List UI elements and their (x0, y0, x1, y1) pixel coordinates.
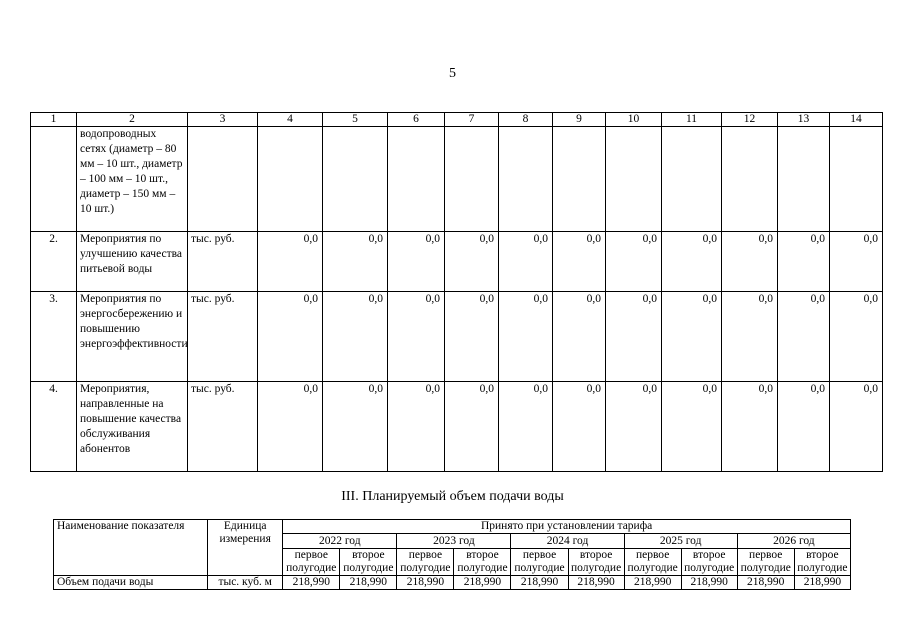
half-year-header: второе полугодие (568, 549, 624, 576)
column-number: 8 (499, 113, 553, 127)
measure-name: Мероприятия, направленные на повышение качества обслуживания абонентов (77, 382, 188, 472)
value-cell: 0,0 (388, 292, 445, 382)
value-cell: 218,990 (511, 576, 568, 590)
value-cell (323, 127, 388, 232)
column-number: 2 (77, 113, 188, 127)
column-number-row (31, 113, 883, 127)
value-cell: 0,0 (388, 232, 445, 292)
value-cell: 0,0 (662, 382, 722, 472)
half-year-header: первое полугодие (511, 549, 568, 576)
value-cell (445, 127, 499, 232)
half-year-header: второе полугодие (794, 549, 850, 576)
column-number: 13 (778, 113, 830, 127)
measure-name: водопроводных сетях (диаметр – 80 мм – 10 шт., диаметр – 100 мм – 10 шт., диаметр – 150 мм – 10 шт.) (77, 127, 188, 232)
value-cell: 0,0 (499, 232, 553, 292)
value-cell: 0,0 (445, 232, 499, 292)
value-cell: 0,0 (445, 382, 499, 472)
value-cell: 218,990 (340, 576, 397, 590)
page-number: 5 (449, 66, 456, 81)
column-number: 1 (31, 113, 77, 127)
table-row (31, 232, 883, 292)
value-cell: 218,990 (454, 576, 511, 590)
value-cell (830, 127, 883, 232)
tariff-header: Принято при установлении тарифа (283, 520, 851, 534)
value-cell: 0,0 (722, 292, 778, 382)
column-number: 9 (553, 113, 606, 127)
unit-cell: тыс. куб. м (208, 576, 283, 590)
row-number: 3. (31, 292, 77, 382)
row-number: 4. (31, 382, 77, 472)
measure-name: Мероприятия по улучшению качества питьевой воды (77, 232, 188, 292)
value-cell: 0,0 (323, 232, 388, 292)
unit-cell: тыс. руб. (188, 232, 258, 292)
column-number: 4 (258, 113, 323, 127)
column-number: 10 (606, 113, 662, 127)
column-number: 11 (662, 113, 722, 127)
value-cell: 0,0 (258, 292, 323, 382)
value-cell: 218,990 (737, 576, 794, 590)
value-cell: 0,0 (606, 382, 662, 472)
value-cell: 0,0 (606, 232, 662, 292)
column-number: 3 (188, 113, 258, 127)
value-cell: 0,0 (499, 382, 553, 472)
indicator-header: Наименование показателя (54, 520, 208, 576)
value-cell: 0,0 (778, 292, 830, 382)
value-cell (553, 127, 606, 232)
year-header: 2024 год (511, 534, 624, 549)
value-cell: 218,990 (681, 576, 737, 590)
value-cell: 0,0 (722, 232, 778, 292)
value-cell: 218,990 (794, 576, 850, 590)
value-cell (722, 127, 778, 232)
water-supply-volume-table (53, 519, 851, 590)
value-cell: 0,0 (553, 382, 606, 472)
table-row (54, 576, 851, 590)
half-year-header: первое полугодие (737, 549, 794, 576)
column-number: 5 (323, 113, 388, 127)
value-cell: 218,990 (624, 576, 681, 590)
table-row (31, 292, 883, 382)
half-year-header: первое полугодие (624, 549, 681, 576)
value-cell: 0,0 (323, 382, 388, 472)
value-cell: 0,0 (830, 382, 883, 472)
row-number: 2. (31, 232, 77, 292)
value-cell (499, 127, 553, 232)
value-cell: 0,0 (258, 382, 323, 472)
year-header: 2025 год (624, 534, 737, 549)
half-year-header: первое полугодие (397, 549, 454, 576)
value-cell: 218,990 (397, 576, 454, 590)
table-row (31, 127, 883, 232)
value-cell: 0,0 (722, 382, 778, 472)
value-cell (388, 127, 445, 232)
column-number: 6 (388, 113, 445, 127)
year-header: 2022 год (283, 534, 397, 549)
year-header: 2026 год (737, 534, 850, 549)
unit-cell: тыс. руб. (188, 382, 258, 472)
measures-table (30, 112, 883, 472)
table-row (31, 382, 883, 472)
value-cell (258, 127, 323, 232)
value-cell: 0,0 (606, 292, 662, 382)
value-cell: 0,0 (445, 292, 499, 382)
column-number: 7 (445, 113, 499, 127)
unit-cell (188, 127, 258, 232)
value-cell: 0,0 (553, 292, 606, 382)
value-cell: 218,990 (568, 576, 624, 590)
half-year-header: второе полугодие (454, 549, 511, 576)
value-cell: 0,0 (323, 292, 388, 382)
half-year-header: второе полугодие (681, 549, 737, 576)
half-year-header: первое полугодие (283, 549, 340, 576)
value-cell: 0,0 (830, 292, 883, 382)
value-cell: 0,0 (662, 292, 722, 382)
value-cell: 0,0 (258, 232, 323, 292)
column-number: 12 (722, 113, 778, 127)
value-cell: 0,0 (830, 232, 883, 292)
value-cell: 218,990 (283, 576, 340, 590)
year-header: 2023 год (397, 534, 511, 549)
unit-header: Единица измерения (208, 520, 283, 576)
unit-cell: тыс. руб. (188, 292, 258, 382)
value-cell: 0,0 (499, 292, 553, 382)
value-cell: 0,0 (778, 232, 830, 292)
indicator-name: Объем подачи воды (54, 576, 208, 590)
value-cell: 0,0 (662, 232, 722, 292)
half-year-header: второе полугодие (340, 549, 397, 576)
value-cell (606, 127, 662, 232)
header-row (54, 520, 851, 534)
value-cell: 0,0 (553, 232, 606, 292)
column-number: 14 (830, 113, 883, 127)
measure-name: Мероприятия по энергосбережению и повышению энергоэффективности (77, 292, 188, 382)
section-title: III. Планируемый объем подачи воды (341, 489, 564, 504)
value-cell: 0,0 (388, 382, 445, 472)
row-number (31, 127, 77, 232)
value-cell: 0,0 (778, 382, 830, 472)
value-cell (662, 127, 722, 232)
value-cell (778, 127, 830, 232)
